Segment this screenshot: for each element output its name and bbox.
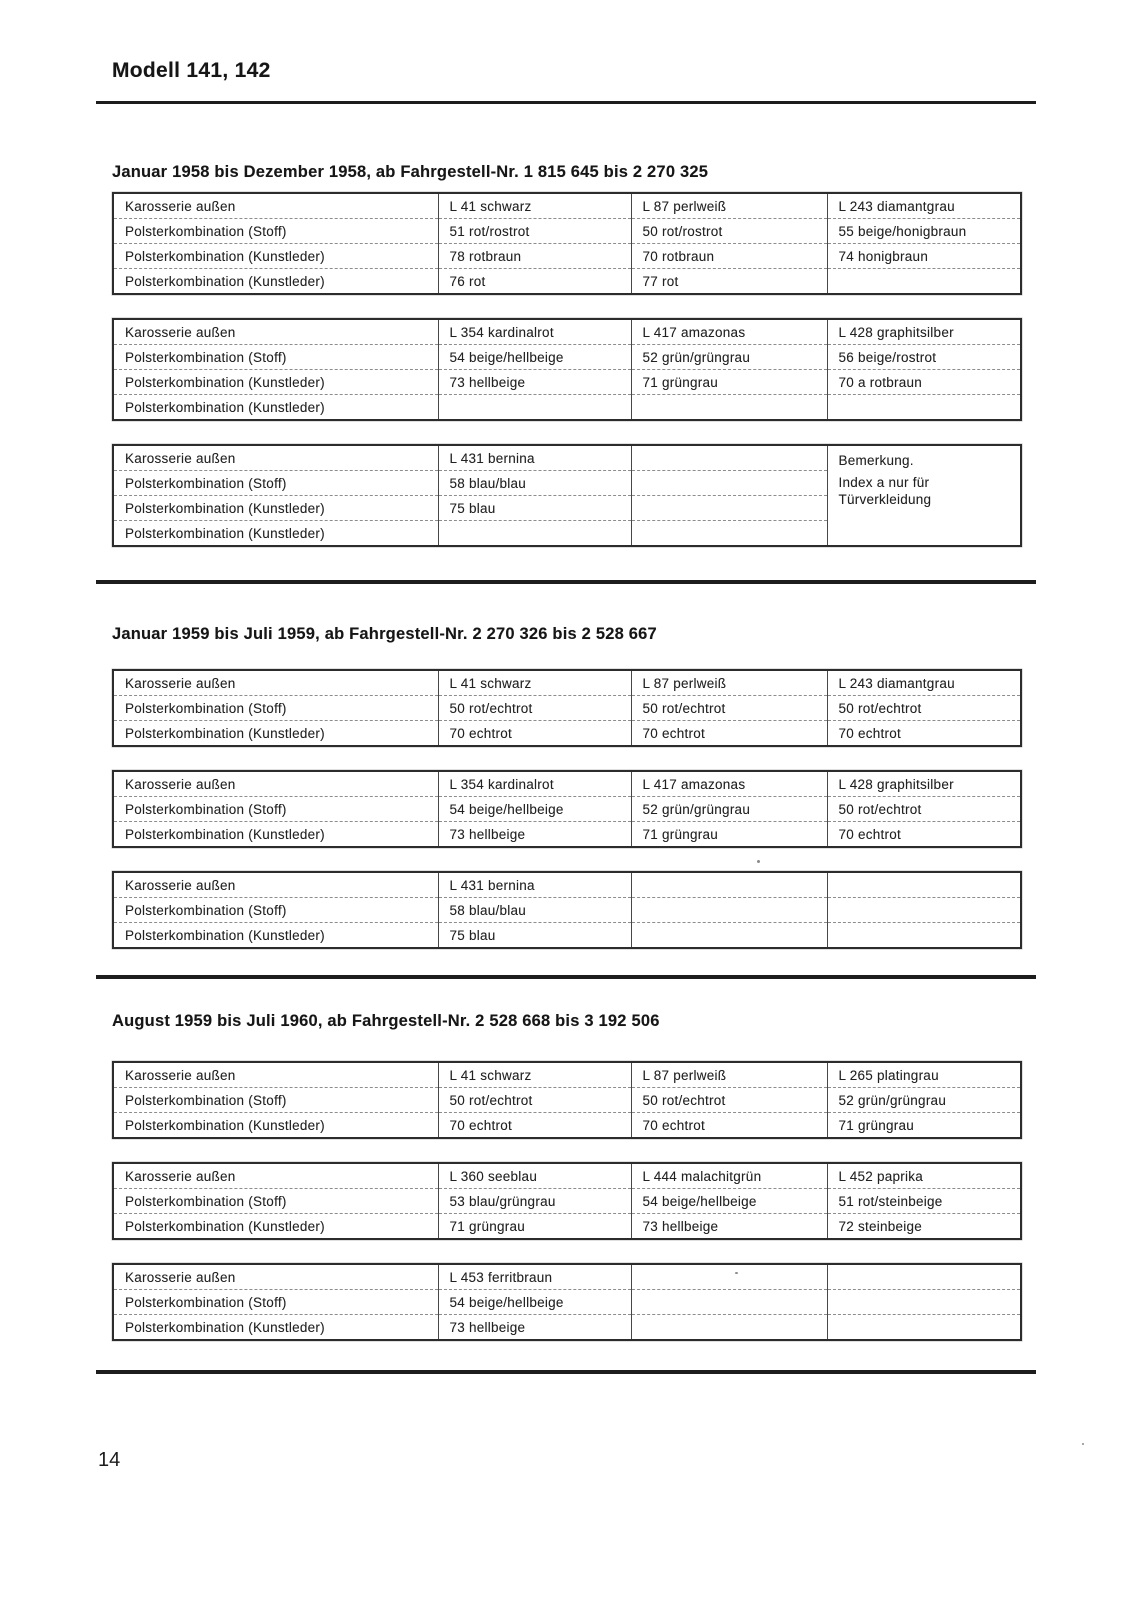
value-cell: L 41 schwarz bbox=[438, 670, 631, 696]
value-cell: L 444 malachitgrün bbox=[631, 1163, 827, 1189]
row-label-cell: Karosserie außen bbox=[125, 776, 236, 792]
row-label-cell: Polsterkombination (Stoff) bbox=[113, 471, 438, 496]
color-combination-table bbox=[112, 871, 1022, 949]
tables-group-1958 bbox=[112, 192, 1020, 547]
table-row bbox=[113, 797, 1021, 822]
row-label-cell: Polsterkombination (Kunstleder) bbox=[113, 496, 438, 521]
value-cell: L 41 schwarz bbox=[438, 1062, 631, 1088]
value-cell bbox=[631, 1290, 827, 1315]
table-row bbox=[113, 872, 1021, 898]
value-cell: L 354 kardinalrot bbox=[438, 771, 631, 797]
row-label-cell: Karosserie außen bbox=[125, 1269, 236, 1285]
value-cell: 50 rot/echtrot bbox=[438, 1088, 631, 1113]
value-cell bbox=[631, 496, 827, 521]
value-cell: 70 echtrot bbox=[438, 721, 631, 747]
value-cell bbox=[631, 898, 827, 923]
value-cell bbox=[827, 395, 1021, 421]
row-label-cell: Polsterkombination (Kunstleder) bbox=[113, 244, 438, 269]
value-cell bbox=[827, 923, 1021, 949]
value-cell: 76 rot bbox=[438, 269, 631, 295]
row-label-cell: Karosserie außen bbox=[125, 450, 236, 466]
value-cell: L 417 amazonas bbox=[631, 771, 827, 797]
color-combination-table bbox=[112, 318, 1022, 421]
table-row bbox=[113, 319, 1021, 345]
row-label-cell: Karosserie außen bbox=[125, 1168, 236, 1184]
value-cell: 73 hellbeige bbox=[631, 1214, 827, 1240]
section-heading-1959-jan: Januar 1959 bis Juli 1959, ab Fahrgestell-Nr. 2 270 326 bis 2 528 667 bbox=[112, 625, 657, 643]
row-label-cell: Polsterkombination (Kunstleder) bbox=[113, 721, 438, 747]
row-label-cell: Karosserie außen bbox=[125, 1067, 236, 1083]
table-row bbox=[113, 193, 1021, 219]
table-row bbox=[113, 1062, 1021, 1088]
row-label-cell: Polsterkombination (Stoff) bbox=[113, 797, 438, 822]
value-cell: L 428 graphitsilber bbox=[827, 319, 1021, 345]
row-label-cell: Polsterkombination (Stoff) bbox=[113, 219, 438, 244]
value-cell: L 354 kardinalrot bbox=[438, 319, 631, 345]
table-row bbox=[113, 822, 1021, 848]
table-row bbox=[113, 219, 1021, 244]
value-cell: L 87 perlweiß bbox=[631, 1062, 827, 1088]
table-row bbox=[113, 395, 1021, 421]
value-cell: 53 blau/grüngrau bbox=[438, 1189, 631, 1214]
value-cell: 71 grüngrau bbox=[631, 370, 827, 395]
value-cell bbox=[631, 471, 827, 496]
value-cell bbox=[631, 521, 827, 547]
value-cell: 58 blau/blau bbox=[438, 471, 631, 496]
value-cell: 50 rot/echtrot bbox=[631, 696, 827, 721]
remark-cell bbox=[827, 445, 1021, 546]
value-cell bbox=[631, 395, 827, 421]
table-row bbox=[113, 696, 1021, 721]
value-cell: 55 beige/honigbraun bbox=[827, 219, 1021, 244]
section-heading-1959-aug: August 1959 bis Juli 1960, ab Fahrgestell-Nr. 2 528 668 bis 3 192 506 bbox=[112, 1012, 660, 1030]
value-cell: 50 rot/echtrot bbox=[631, 1088, 827, 1113]
row-label-cell: Polsterkombination (Kunstleder) bbox=[113, 822, 438, 848]
value-cell: 52 grün/grüngrau bbox=[631, 797, 827, 822]
value-cell bbox=[827, 898, 1021, 923]
color-combination-table bbox=[112, 444, 1022, 547]
table-row bbox=[113, 1113, 1021, 1139]
table-row bbox=[113, 923, 1021, 949]
value-cell: 54 beige/hellbeige bbox=[631, 1189, 827, 1214]
value-cell: 54 beige/hellbeige bbox=[438, 1290, 631, 1315]
page-title: Modell 141, 142 bbox=[112, 59, 271, 82]
value-cell: 71 grüngrau bbox=[438, 1214, 631, 1240]
table-row bbox=[113, 721, 1021, 747]
value-cell: L 265 platingrau bbox=[827, 1062, 1021, 1088]
value-cell: L 417 amazonas bbox=[631, 319, 827, 345]
value-cell: 54 beige/hellbeige bbox=[438, 797, 631, 822]
value-cell bbox=[631, 923, 827, 949]
bottom-rule bbox=[96, 1370, 1036, 1374]
tables-group-1959-aug bbox=[112, 1061, 1020, 1341]
value-cell bbox=[631, 1315, 827, 1341]
value-cell bbox=[438, 521, 631, 547]
color-combination-table bbox=[112, 1162, 1022, 1240]
row-label-cell: Polsterkombination (Kunstleder) bbox=[113, 1214, 438, 1240]
remark-line: Index a nur für bbox=[838, 475, 930, 490]
row-label-cell: Polsterkombination (Kunstleder) bbox=[113, 370, 438, 395]
row-label-cell: Polsterkombination (Stoff) bbox=[113, 1088, 438, 1113]
page-number: 14 bbox=[98, 1449, 121, 1471]
value-cell: 73 hellbeige bbox=[438, 1315, 631, 1341]
value-cell: L 41 schwarz bbox=[438, 193, 631, 219]
document-page bbox=[98, 58, 1020, 1472]
value-cell: 58 blau/blau bbox=[438, 898, 631, 923]
value-cell: 50 rot/echtrot bbox=[438, 696, 631, 721]
color-combination-table bbox=[112, 669, 1022, 747]
table-row bbox=[113, 670, 1021, 696]
value-cell bbox=[631, 445, 827, 471]
value-cell: 73 hellbeige bbox=[438, 370, 631, 395]
value-cell: 74 honigbraun bbox=[827, 244, 1021, 269]
row-label-cell: Polsterkombination (Stoff) bbox=[113, 1189, 438, 1214]
row-label-cell: Polsterkombination (Kunstleder) bbox=[113, 1315, 438, 1341]
value-cell: 51 rot/rostrot bbox=[438, 219, 631, 244]
row-label-cell: Polsterkombination (Kunstleder) bbox=[113, 1113, 438, 1139]
table-row bbox=[113, 1214, 1021, 1240]
scan-speck bbox=[735, 1272, 738, 1274]
value-cell: 51 rot/steinbeige bbox=[827, 1189, 1021, 1214]
color-combination-table bbox=[112, 770, 1022, 848]
value-cell: 70 echtrot bbox=[827, 721, 1021, 747]
table-row bbox=[113, 445, 1021, 471]
table-row bbox=[113, 370, 1021, 395]
value-cell bbox=[438, 395, 631, 421]
value-cell: L 243 diamantgrau bbox=[827, 670, 1021, 696]
table-row bbox=[113, 771, 1021, 797]
value-cell bbox=[827, 269, 1021, 295]
table-row bbox=[113, 898, 1021, 923]
value-cell: L 428 graphitsilber bbox=[827, 771, 1021, 797]
table-row bbox=[113, 1163, 1021, 1189]
value-cell: 70 echtrot bbox=[631, 721, 827, 747]
section-divider bbox=[96, 975, 1036, 979]
value-cell: 70 echtrot bbox=[631, 1113, 827, 1139]
row-label-cell: Karosserie außen bbox=[125, 877, 236, 893]
color-combination-table bbox=[112, 192, 1022, 295]
row-label-cell: Karosserie außen bbox=[125, 675, 236, 691]
value-cell: L 360 seeblau bbox=[438, 1163, 631, 1189]
row-label-cell: Polsterkombination (Stoff) bbox=[113, 898, 438, 923]
row-label-cell: Polsterkombination (Kunstleder) bbox=[113, 521, 438, 547]
row-label-cell: Polsterkombination (Kunstleder) bbox=[113, 269, 438, 295]
remark-title: Bemerkung. bbox=[838, 453, 914, 468]
table-row bbox=[113, 1290, 1021, 1315]
value-cell: L 87 perlweiß bbox=[631, 193, 827, 219]
row-label-cell: Karosserie außen bbox=[125, 324, 236, 340]
value-cell: 78 rotbraun bbox=[438, 244, 631, 269]
value-cell bbox=[631, 1264, 827, 1290]
value-cell: L 243 diamantgrau bbox=[827, 193, 1021, 219]
value-cell: 70 echtrot bbox=[438, 1113, 631, 1139]
value-cell: 70 rotbraun bbox=[631, 244, 827, 269]
row-label-cell: Polsterkombination (Stoff) bbox=[113, 345, 438, 370]
scan-speck bbox=[757, 860, 760, 863]
value-cell: L 453 ferritbraun bbox=[438, 1264, 631, 1290]
value-cell: L 452 paprika bbox=[827, 1163, 1021, 1189]
value-cell: 54 beige/hellbeige bbox=[438, 345, 631, 370]
value-cell: L 431 bernina bbox=[438, 445, 631, 471]
table-row bbox=[113, 244, 1021, 269]
value-cell bbox=[827, 1290, 1021, 1315]
section-heading-1958: Januar 1958 bis Dezember 1958, ab Fahrgestell-Nr. 1 815 645 bis 2 270 325 bbox=[112, 163, 709, 181]
value-cell: 50 rot/echtrot bbox=[827, 696, 1021, 721]
value-cell: L 431 bernina bbox=[438, 872, 631, 898]
value-cell: 71 grüngrau bbox=[827, 1113, 1021, 1139]
table-row bbox=[113, 269, 1021, 295]
section-divider bbox=[96, 580, 1036, 584]
value-cell: 50 rot/echtrot bbox=[827, 797, 1021, 822]
top-rule bbox=[96, 101, 1036, 104]
value-cell: 50 rot/rostrot bbox=[631, 219, 827, 244]
remark-line: Türverkleidung bbox=[838, 492, 932, 507]
value-cell: 70 a rotbraun bbox=[827, 370, 1021, 395]
table-row bbox=[113, 1088, 1021, 1113]
value-cell bbox=[827, 1264, 1021, 1290]
row-label-cell: Polsterkombination (Stoff) bbox=[113, 696, 438, 721]
value-cell: 52 grün/grüngrau bbox=[827, 1088, 1021, 1113]
table-row bbox=[113, 345, 1021, 370]
tables-group-1959-jan bbox=[112, 669, 1020, 949]
row-label-cell: Karosserie außen bbox=[125, 198, 236, 214]
row-label-cell: Polsterkombination (Kunstleder) bbox=[113, 395, 438, 421]
value-cell: 75 blau bbox=[438, 923, 631, 949]
row-label-cell: Polsterkombination (Stoff) bbox=[113, 1290, 438, 1315]
value-cell bbox=[827, 1315, 1021, 1341]
value-cell: 56 beige/rostrot bbox=[827, 345, 1021, 370]
color-combination-table bbox=[112, 1061, 1022, 1139]
value-cell: 72 steinbeige bbox=[827, 1214, 1021, 1240]
value-cell: L 87 perlweiß bbox=[631, 670, 827, 696]
value-cell: 75 blau bbox=[438, 496, 631, 521]
value-cell bbox=[827, 872, 1021, 898]
value-cell bbox=[631, 872, 827, 898]
row-label-cell: Polsterkombination (Kunstleder) bbox=[113, 923, 438, 949]
value-cell: 70 echtrot bbox=[827, 822, 1021, 848]
table-row bbox=[113, 1315, 1021, 1341]
value-cell: 71 grüngrau bbox=[631, 822, 827, 848]
table-row bbox=[113, 1264, 1021, 1290]
color-combination-table bbox=[112, 1263, 1022, 1341]
scan-speck bbox=[1082, 1443, 1084, 1445]
value-cell: 52 grün/grüngrau bbox=[631, 345, 827, 370]
table-row bbox=[113, 1189, 1021, 1214]
value-cell: 77 rot bbox=[631, 269, 827, 295]
value-cell: 73 hellbeige bbox=[438, 822, 631, 848]
